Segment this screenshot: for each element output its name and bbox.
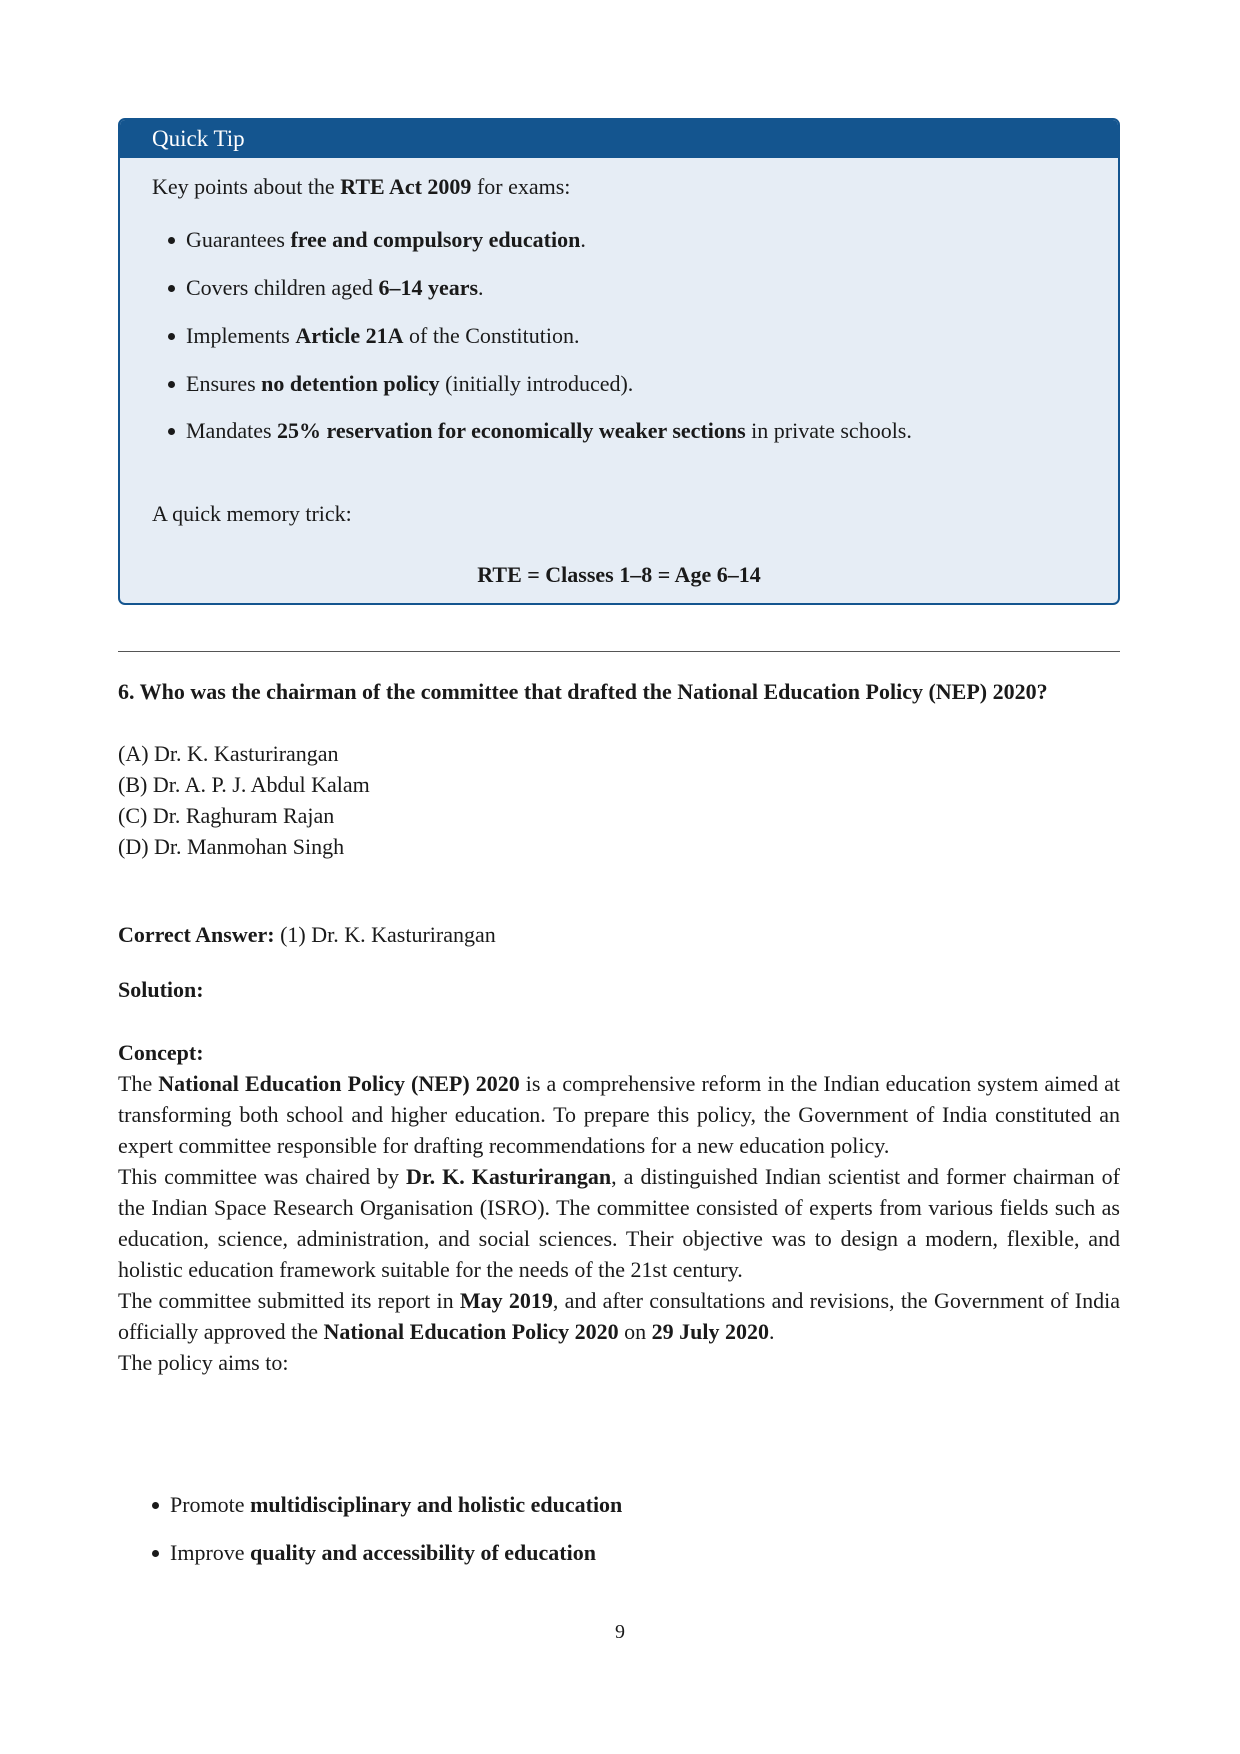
- text: , and after consultations and revisions, the Government of India officially approved the: [118, 1288, 1120, 1344]
- quick-tip-bullet: [186, 320, 1088, 351]
- bullet-icon: [152, 1502, 159, 1509]
- concept-heading: Concept:: [118, 1040, 204, 1065]
- bullet-text-end: (initially introduced).: [439, 371, 634, 396]
- text: This committee was chaired by: [118, 1164, 407, 1189]
- quick-tip-box: [118, 118, 1120, 605]
- bullet-icon: [168, 428, 175, 435]
- bold-text: Dr. K. Kasturirangan: [406, 1164, 612, 1189]
- text: The: [118, 1071, 159, 1096]
- concept-paragraph-1: [118, 1068, 1120, 1161]
- bullet-bold: 6–14 years: [378, 275, 479, 300]
- bullet-bold: no detention policy: [261, 371, 440, 396]
- option-d: (D) Dr. Manmohan Singh: [118, 834, 345, 859]
- solution-heading: Solution:: [118, 977, 204, 1002]
- bullet-text: Implements: [186, 323, 296, 348]
- bold-text: National Education Policy 2020: [323, 1319, 619, 1344]
- concept-body: [118, 1068, 1120, 1378]
- quick-tip-title: Quick Tip: [120, 120, 1118, 158]
- bullet-text-end: in private schools.: [745, 418, 912, 443]
- bullet-text-end: of the Constitution.: [403, 323, 580, 348]
- quick-tip-intro: [152, 172, 570, 202]
- concept-paragraph-2: [118, 1161, 1120, 1285]
- bullet-bold: free and compulsory education: [290, 227, 581, 252]
- bullet-text-end: .: [478, 275, 484, 300]
- bullet-icon: [168, 237, 175, 244]
- intro-text: Key points about the: [152, 174, 341, 199]
- concept-paragraph-4: The policy aims to:: [118, 1350, 289, 1375]
- policy-aim-item: [170, 1537, 596, 1568]
- intro-text-end: for exams:: [471, 174, 571, 199]
- quick-tip-bullet: [186, 224, 1088, 255]
- correct-answer: [118, 919, 1120, 950]
- bullet-text: Guarantees: [186, 227, 291, 252]
- bullet-text: Covers children aged: [186, 275, 379, 300]
- text: on: [618, 1319, 652, 1344]
- correct-answer-label: Correct Answer:: [118, 922, 275, 947]
- quick-tip-bullet: [186, 415, 1088, 446]
- answer-options: [118, 738, 1120, 862]
- text: Promote: [170, 1492, 251, 1517]
- intro-bold: RTE Act 2009: [340, 174, 472, 199]
- bullet-icon: [152, 1550, 159, 1557]
- text: The committee submitted its report in: [118, 1288, 460, 1313]
- quick-tip-bullet: [186, 368, 1088, 399]
- text: Improve: [170, 1540, 251, 1565]
- memory-trick-equation: RTE = Classes 1–8 = Age 6–14: [477, 562, 761, 587]
- bullet-bold: Article 21A: [295, 323, 404, 348]
- bold-text: National Education Policy (NEP) 2020: [158, 1071, 520, 1096]
- text: is a comprehensive reform in the Indian education system aimed at transforming both school and higher education. To prepare this policy, the Government of India constituted an expert committee responsible for drafting recommendations for a new education policy.: [118, 1071, 1121, 1158]
- text: , a distinguished Indian scientist and former chairman of the Indian Space Research Organisation (ISRO). The committee consisted of experts from various fields such as education, science, administration, and social sciences. Their objective was to design a modern, flexible, and holistic education framework suitable for the needs of the 21st century.: [118, 1164, 1121, 1282]
- memory-trick-label: A quick memory trick:: [152, 501, 352, 526]
- quick-tip-bullet: [186, 272, 1088, 303]
- bullet-icon: [168, 381, 175, 388]
- bullet-text: Mandates: [186, 418, 278, 443]
- option-b: (B) Dr. A. P. J. Abdul Kalam: [118, 772, 370, 797]
- concept-paragraph-3: [118, 1285, 1120, 1347]
- section-divider: [118, 651, 1120, 652]
- bullet-icon: [168, 285, 175, 292]
- bold-text: quality and accessibility of education: [250, 1540, 596, 1565]
- bullet-text: Ensures: [186, 371, 262, 396]
- bullet-bold: 25% reservation for economically weaker sections: [277, 418, 746, 443]
- bold-text: May 2019: [459, 1288, 553, 1313]
- policy-aim-item: [170, 1489, 622, 1520]
- bold-text: 29 July 2020: [651, 1319, 770, 1344]
- correct-answer-value: (1) Dr. K. Kasturirangan: [274, 922, 496, 947]
- bold-text: multidisciplinary and holistic education: [250, 1492, 623, 1517]
- option-c: (C) Dr. Raghuram Rajan: [118, 803, 335, 828]
- page-number: 9: [615, 1621, 625, 1643]
- question-text: 6. Who was the chairman of the committee that drafted the National Education Policy (NEP) 2020?: [118, 679, 1048, 704]
- bullet-text-end: .: [580, 227, 586, 252]
- text: .: [769, 1319, 775, 1344]
- option-a: (A) Dr. K. Kasturirangan: [118, 741, 339, 766]
- bullet-icon: [168, 333, 175, 340]
